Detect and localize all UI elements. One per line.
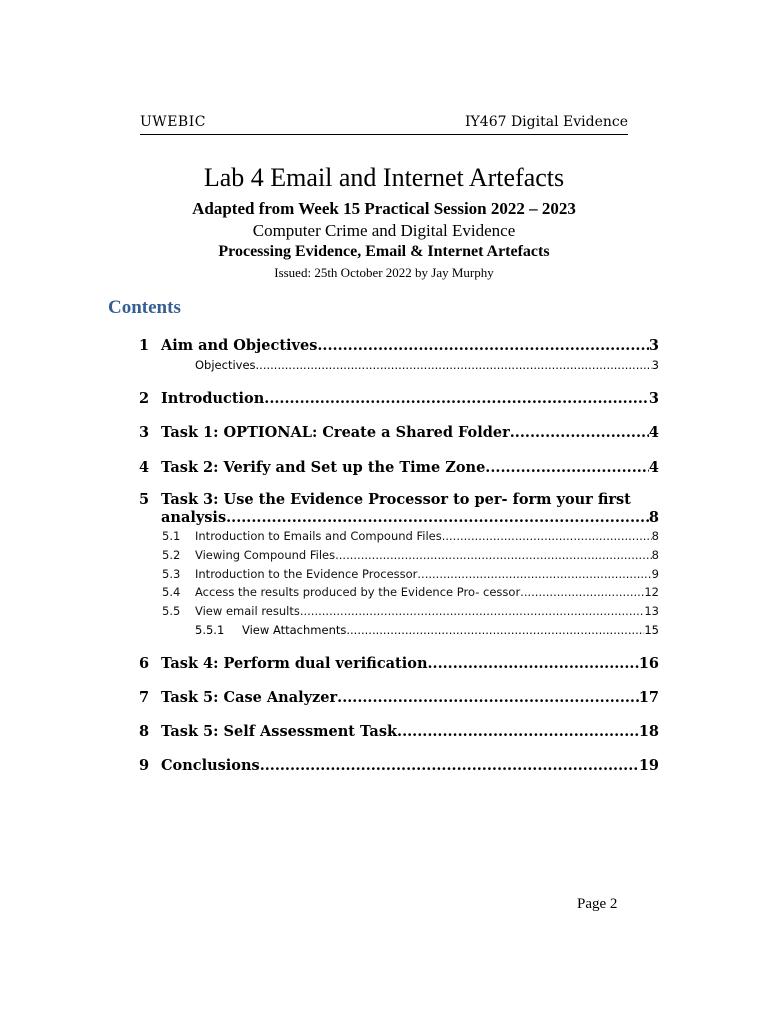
toc-entry-task5-self-assessment[interactable] — [139, 723, 659, 740]
toc-number: 8 — [139, 723, 150, 740]
toc-label: Viewing Compound Files — [195, 548, 336, 562]
toc-leader — [337, 689, 639, 706]
toc-label: Task 2: Verify and Set up the Time Zone — [161, 459, 486, 476]
toc-label: Conclusions — [161, 757, 260, 774]
toc-entry-task3-line2[interactable] — [161, 509, 659, 526]
toc-number: 5 — [139, 491, 150, 508]
toc-number: 5.4 — [162, 585, 181, 599]
toc-leader — [485, 459, 649, 476]
toc-page: 18 — [638, 723, 659, 740]
toc-leader — [427, 655, 638, 672]
toc-page: 12 — [644, 585, 659, 599]
toc-entry-5-2[interactable] — [162, 548, 659, 562]
toc-leader — [520, 585, 644, 599]
toc-leader — [335, 548, 652, 562]
toc-entry-objectives[interactable] — [195, 358, 659, 372]
toc-label: Access the results produced by the Evidence Pro- cessor — [195, 585, 521, 599]
toc-label: Introduction — [161, 390, 265, 407]
toc-number: 5.5.1 — [195, 623, 225, 637]
toc-entry-task3-line1[interactable] — [139, 491, 659, 508]
toc-leader — [300, 604, 645, 618]
toc-page: 13 — [644, 604, 659, 618]
toc-page: 16 — [638, 655, 659, 672]
page-header — [140, 112, 628, 135]
toc-leader — [397, 723, 639, 740]
toc-page: 9 — [651, 567, 659, 581]
document-subtitle-module: Computer Crime and Digital Evidence — [252, 221, 516, 240]
toc-leader — [317, 337, 649, 354]
toc-leader — [226, 509, 649, 526]
toc-number: 5.5 — [162, 604, 181, 618]
toc-leader — [442, 529, 652, 543]
toc-number: 4 — [139, 459, 150, 476]
toc-page: 8 — [651, 548, 659, 562]
toc-number: 1 — [139, 337, 150, 354]
toc-number: 2 — [139, 390, 150, 407]
toc-entry-aim-objectives[interactable] — [139, 337, 659, 354]
toc-label: analysis — [161, 509, 227, 526]
toc-label: Introduction to Emails and Compound Files — [195, 529, 442, 543]
toc-leader — [264, 390, 649, 407]
toc-number: 5.3 — [162, 567, 181, 581]
toc-label: Aim and Objectives — [161, 337, 318, 354]
toc-number: 6 — [139, 655, 150, 672]
issued-line: Issued: 25th October 2022 by Jay Murphy — [274, 265, 494, 280]
toc-label: View email results — [195, 604, 300, 618]
toc-leader — [510, 424, 649, 441]
document-subtitle-adapted: Adapted from Week 15 Practical Session 2022 – 2023 — [192, 199, 576, 218]
toc-leader — [256, 358, 652, 372]
toc-entry-task4[interactable] — [139, 655, 659, 672]
header-course: IY467 Digital Evidence — [465, 114, 628, 130]
page-number-footer: Page 2 — [577, 896, 618, 912]
toc-leader — [417, 567, 651, 581]
toc-entry-introduction[interactable] — [139, 390, 659, 407]
toc-label: Introduction to the Evidence Processor — [195, 567, 418, 581]
toc-entry-task1[interactable] — [139, 424, 659, 441]
toc-entry-5-3[interactable] — [162, 567, 659, 581]
toc-page: 17 — [638, 689, 659, 706]
header-org: UWEBIC — [140, 114, 206, 130]
toc-page: 3 — [648, 390, 659, 407]
toc-label: View Attachments — [242, 623, 347, 637]
document-title: Lab 4 Email and Internet Artefacts — [203, 163, 565, 192]
toc-page: 3 — [648, 337, 659, 354]
toc-page: 4 — [648, 459, 659, 476]
toc-label: Task 5: Case Analyzer — [161, 689, 338, 706]
toc-entry-conclusions[interactable] — [139, 757, 659, 774]
toc-entry-5-1[interactable] — [162, 529, 659, 543]
toc-label: Objectives — [195, 358, 256, 372]
toc-entry-5-5-1[interactable] — [195, 623, 659, 637]
toc-leader — [346, 623, 644, 637]
toc-entry-5-4[interactable] — [162, 585, 659, 599]
contents-heading: Contents — [108, 297, 181, 318]
toc-number: 9 — [139, 757, 150, 774]
toc-entry-task2[interactable] — [139, 459, 659, 476]
toc-entry-5-5[interactable] — [162, 604, 659, 618]
toc-label: Task 4: Perform dual verification — [161, 655, 428, 672]
toc-label: Task 1: OPTIONAL: Create a Shared Folder — [161, 424, 510, 441]
document-subtitle-topic: Processing Evidence, Email & Internet Artefacts — [218, 243, 550, 260]
toc-page: 19 — [638, 757, 659, 774]
toc-page: 4 — [648, 424, 659, 441]
toc-number: 7 — [139, 689, 150, 706]
toc-page: 3 — [651, 358, 659, 372]
toc-label: Task 3: Use the Evidence Processor to per- form your first — [161, 491, 631, 508]
toc-page: 15 — [644, 623, 659, 637]
toc-label: Task 5: Self Assessment Task — [161, 723, 398, 740]
toc-number: 5.1 — [162, 529, 181, 543]
toc-number: 3 — [139, 424, 150, 441]
toc-entry-task5-case-analyzer[interactable] — [139, 689, 659, 706]
toc-number: 5.2 — [162, 548, 181, 562]
toc-page: 8 — [651, 529, 659, 543]
toc-leader — [260, 757, 639, 774]
toc-page: 8 — [648, 509, 659, 526]
